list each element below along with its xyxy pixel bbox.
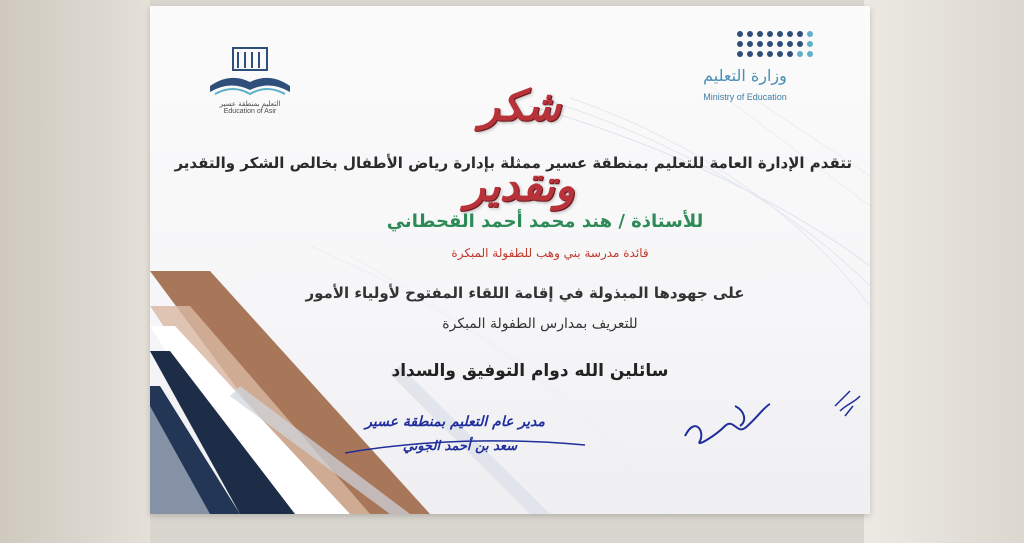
certificate-title: شكر وتقدير	[464, 81, 576, 210]
recipient-name: للأستاذة / هند محمد أحمد القحطاني	[386, 211, 704, 232]
asir-education-logo-icon	[205, 46, 295, 102]
signature-mark	[675, 376, 870, 456]
ministry-logo-english: Ministry of Education	[703, 92, 787, 102]
reason-line-2: للتعريف بمدارس الطفولة المبكرة	[442, 316, 638, 332]
reason-line-1: على جهودها المبذولة في إقامة اللقاء المفتوح لأولياء الأمور	[305, 284, 745, 302]
background-left	[0, 0, 150, 543]
signatory-name: سعد بن أحمد الجوني	[402, 439, 518, 454]
asir-logo-english: Education of Asir	[223, 108, 277, 115]
certificate-sheet	[150, 6, 870, 514]
recipient-role: قائدة مدرسة بني وهب للطفولة المبكرة	[451, 246, 649, 260]
signatory-title: مدير عام التعليم بمنطقة عسير	[365, 414, 545, 430]
signature-underline	[335, 431, 595, 461]
closing-prayer: سائلين الله دوام التوفيق والسداد	[391, 361, 669, 381]
asir-logo-arabic: التعليم بمنطقة عسير	[219, 100, 281, 108]
ministry-logo-arabic: وزارة التعليم	[703, 66, 787, 85]
intro-text: تتقدم الإدارة العامة للتعليم بمنطقة عسير ممثلة بإدارة رياض الأطفال بخالص الشكر والتقدير	[174, 154, 852, 172]
background-right	[864, 0, 1024, 543]
